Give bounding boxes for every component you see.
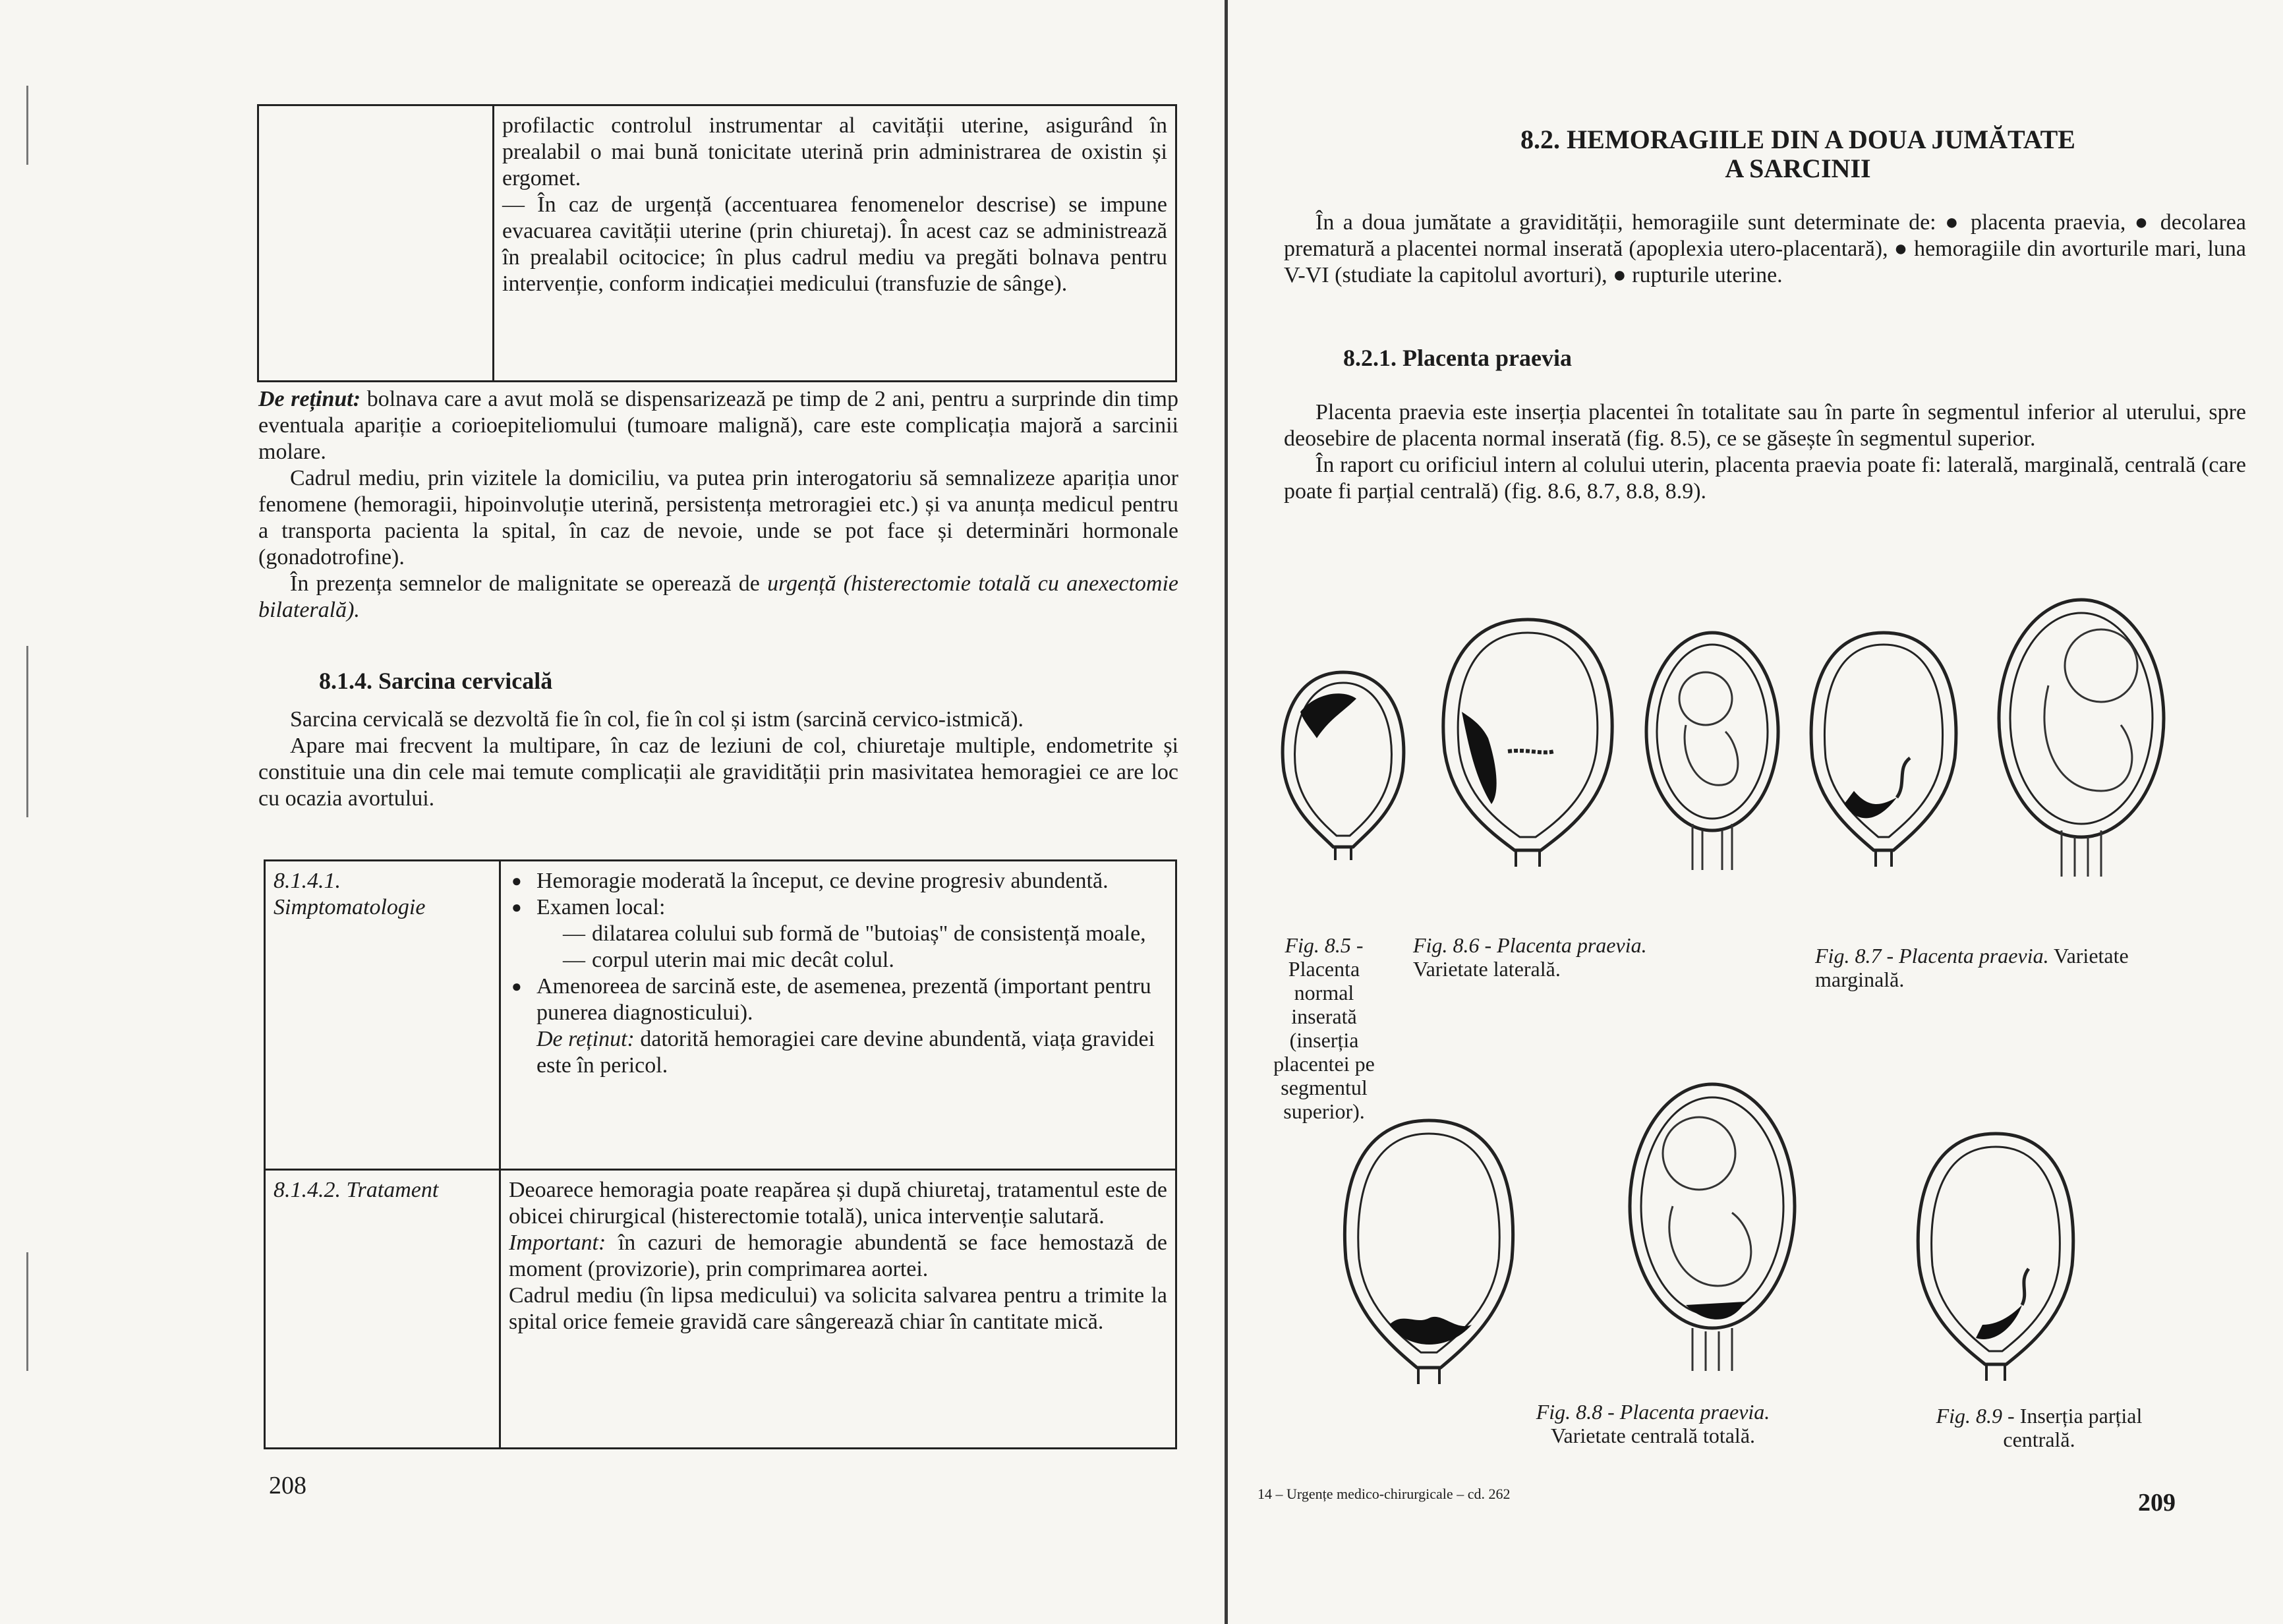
- list-item: — dilatarea colului sub formă de "butoiaș" de consistență moale,: [563, 921, 1167, 947]
- figure-8-9-illustration: [1903, 1127, 2088, 1384]
- list-item: [509, 973, 1167, 1079]
- list-item-text: Amenoreea de sarcină este, de asemenea, prezentă (important pentru punerea diagnosticului).: [536, 974, 1151, 1025]
- table-row-label: 8.1.4.1. Simptomatologie: [265, 861, 500, 1170]
- list-item: [509, 894, 1167, 973]
- figure-fetus-large-illustration: [1989, 593, 2174, 883]
- heading-line: A SARCINII: [1725, 154, 1871, 183]
- important-text: în cazuri de hemoragie abundentă se face hemostază de moment (provizorie), prin comprimarea aortei.: [509, 1231, 1167, 1281]
- table-row: [265, 1170, 1176, 1449]
- caption-label: Fig. 8.7 - Placenta praevia.: [1815, 944, 2049, 968]
- chapter-heading: [1416, 125, 2180, 183]
- symptoms-cell: [500, 861, 1176, 1170]
- figure-8-5-illustration: [1271, 666, 1416, 863]
- figure-8-8-illustration: [1330, 1114, 1528, 1391]
- figure-8-9-caption: [1934, 1404, 2145, 1451]
- figure-8-6-caption: [1413, 933, 1716, 981]
- cervical-table: [264, 859, 1177, 1449]
- caption-text: Varietate laterală.: [1413, 957, 1561, 981]
- body-paragraph: În raport cu orificiul intern al colului uterin, placenta praevia poate fi: laterală, marginală, centrală (care poate fi parțial centrală) (fig. 8.6, 8.7, 8.8, 8.9).: [1284, 453, 2246, 504]
- page-number: 208: [269, 1472, 306, 1499]
- book-spine: [1225, 0, 1228, 1624]
- treatment-paragraph: Cadrul mediu (în lipsa medicului) va solicita salvarea pentru a trimite la spital orice femeie gravidă care sângerează chiar în cantitate mică.: [509, 1283, 1167, 1334]
- list-item-label: Examen local:: [536, 895, 666, 919]
- malign-text: În prezența semnelor de malignitate se operează de: [290, 571, 768, 596]
- heading-line: 8.2. HEMORAGIILE DIN A DOUA JUMĂTATE: [1520, 125, 2075, 154]
- continuation-text-cell: [494, 105, 1176, 382]
- body-paragraph: Apare mai frecvent la multipare, în caz de leziuni de col, chiuretaje multiple, endometrite și constituie una din cele mai temute complicații ale gravidității prin masivitatea hemoragiei ce are loc cu ocazia avortului.: [258, 734, 1178, 811]
- molar-paragraphs: [258, 386, 1178, 624]
- caption-label: Fig. 8.5 -: [1285, 933, 1364, 957]
- section-title: 8.1.4. Sarcina cervicală: [319, 668, 553, 694]
- table-row-label: 8.1.4.2. Tratament: [265, 1170, 500, 1449]
- empty-label-cell: [258, 105, 494, 382]
- caption-text: Varietate centrală totală.: [1550, 1424, 1756, 1447]
- symptom-list: [509, 868, 1167, 1079]
- list-item: — corpul uterin mai mic decât colul.: [563, 947, 1167, 973]
- body-paragraph: Sarcina cervicală se dezvoltă fie în col, fie în col și istm (sarcină cervico-istmică).: [290, 707, 1024, 732]
- note-text: bolnava care a avut molă se dispensarizează pe timp de 2 ani, pentru a surprinde din timp eventuala apariție a corioepiteliomului (tumoare malignă), care este complicația majoră a sarcinii molare.: [258, 387, 1178, 464]
- continuation-text: profilactic controlul instrumentar al cavității uterine, asigurând în prealabil o mai bună tonicitate uterină prin administrarea de oxistin și ergomet.: [502, 113, 1167, 190]
- caption-text: Placenta normal inserată (inserția placentei pe segmentul superior).: [1273, 957, 1375, 1123]
- caption-text: Varietate marginală.: [1815, 944, 2129, 991]
- table-row: [265, 861, 1176, 1170]
- intro-text: În a doua jumătate a gravidității, hemoragiile sunt determinate de: ● placenta praevia, ● decolarea prematură a placentei normal inserată (apoplexia utero-placentară), ● hemoragiile din avorturile mari, luna V-VI (studiate la capitolul avorturi), ● rupturile uterine.: [1284, 210, 2246, 287]
- intro-paragraph: [1284, 210, 2246, 289]
- important-label: Important:: [509, 1231, 606, 1255]
- note-text: datorită hemoragiei care devine abundentă, viața gravidei este în pericol.: [536, 1027, 1155, 1078]
- figure-fetus-illustration: [1620, 1074, 1805, 1378]
- caption-label: Fig. 8.6 - Placenta praevia.: [1413, 933, 1647, 957]
- top-continuation-box: [257, 104, 1177, 382]
- caption-label: Fig. 8.8 - Placenta praevia.: [1536, 1400, 1770, 1424]
- subsection-title: 8.2.1. Placenta praevia: [1343, 345, 1572, 371]
- caption-label: Fig. 8.9 -: [1936, 1404, 2015, 1428]
- malign-text-italic: urgență (histerectomie totală cu anexectomie bilaterală).: [258, 571, 1178, 622]
- cervical-paragraphs: [258, 707, 1178, 812]
- list-item: ● Hemoragie moderată la început, ce devine progresiv abundentă.: [509, 868, 1167, 894]
- sub-list: [536, 921, 1167, 973]
- caption-text: Inserția parțial centrală.: [2003, 1404, 2143, 1451]
- figure-8-7-caption: [1815, 944, 2184, 991]
- figure-fetus-illustration: [1640, 626, 1785, 877]
- page-footer: 14 – Urgențe medico-chirurgicale – cd. 262: [1257, 1486, 1511, 1502]
- right-page: [1231, 0, 2283, 1624]
- treatment-paragraph: Deoarece hemoragia poate reapărea și după chiuretaj, tratamentul este de obicei chirurgical (histerectomie totală), unica intervenție salutară.: [509, 1178, 1167, 1229]
- figure-8-7-illustration: [1798, 626, 1969, 870]
- note-paragraph: [258, 386, 1178, 465]
- praevia-paragraphs: [1284, 399, 2246, 505]
- figure-8-6-illustration: [1429, 613, 1627, 870]
- figure-8-5-caption: [1268, 933, 1380, 1123]
- page-number: 209: [2138, 1489, 2176, 1517]
- continuation-text: — În caz de urgență (accentuarea fenomenelor descrise) se impune evacuarea cavității uterine (prin chiuretaj). În acest caz se administrează în prealabil ocitocice; în plus cadrul mediu va pregăti bolnava pentru intervenție, conform indicației medicului (transfuzie de sânge).: [502, 192, 1167, 296]
- body-paragraph: Cadrul mediu, prin vizitele la domiciliu, va putea prin interogatoriu să semnalizeze apariția unor fenomene (hemoragii, hipoinvoluție uterină, persistența metroragiei etc.) și va anunța medicul pentru a transporta pacienta la spital, în caz de nevoie, unde se pot face și determinări hormonale (gonadotrofine).: [258, 466, 1178, 569]
- body-paragraph: [258, 571, 1178, 624]
- body-paragraph: Placenta praevia este inserția placentei în totalitate sau în parte în segmentul inferior al uterului, spre deosebire de placenta normal inserată (fig. 8.5), ce se găsește în segmentul superior.: [1284, 400, 2246, 451]
- note-label: De reținut:: [536, 1027, 635, 1051]
- treatment-cell: [500, 1170, 1176, 1449]
- figure-8-8-caption: [1508, 1400, 1798, 1447]
- treatment-paragraph: [509, 1230, 1167, 1283]
- note-label: De reținut:: [258, 387, 361, 411]
